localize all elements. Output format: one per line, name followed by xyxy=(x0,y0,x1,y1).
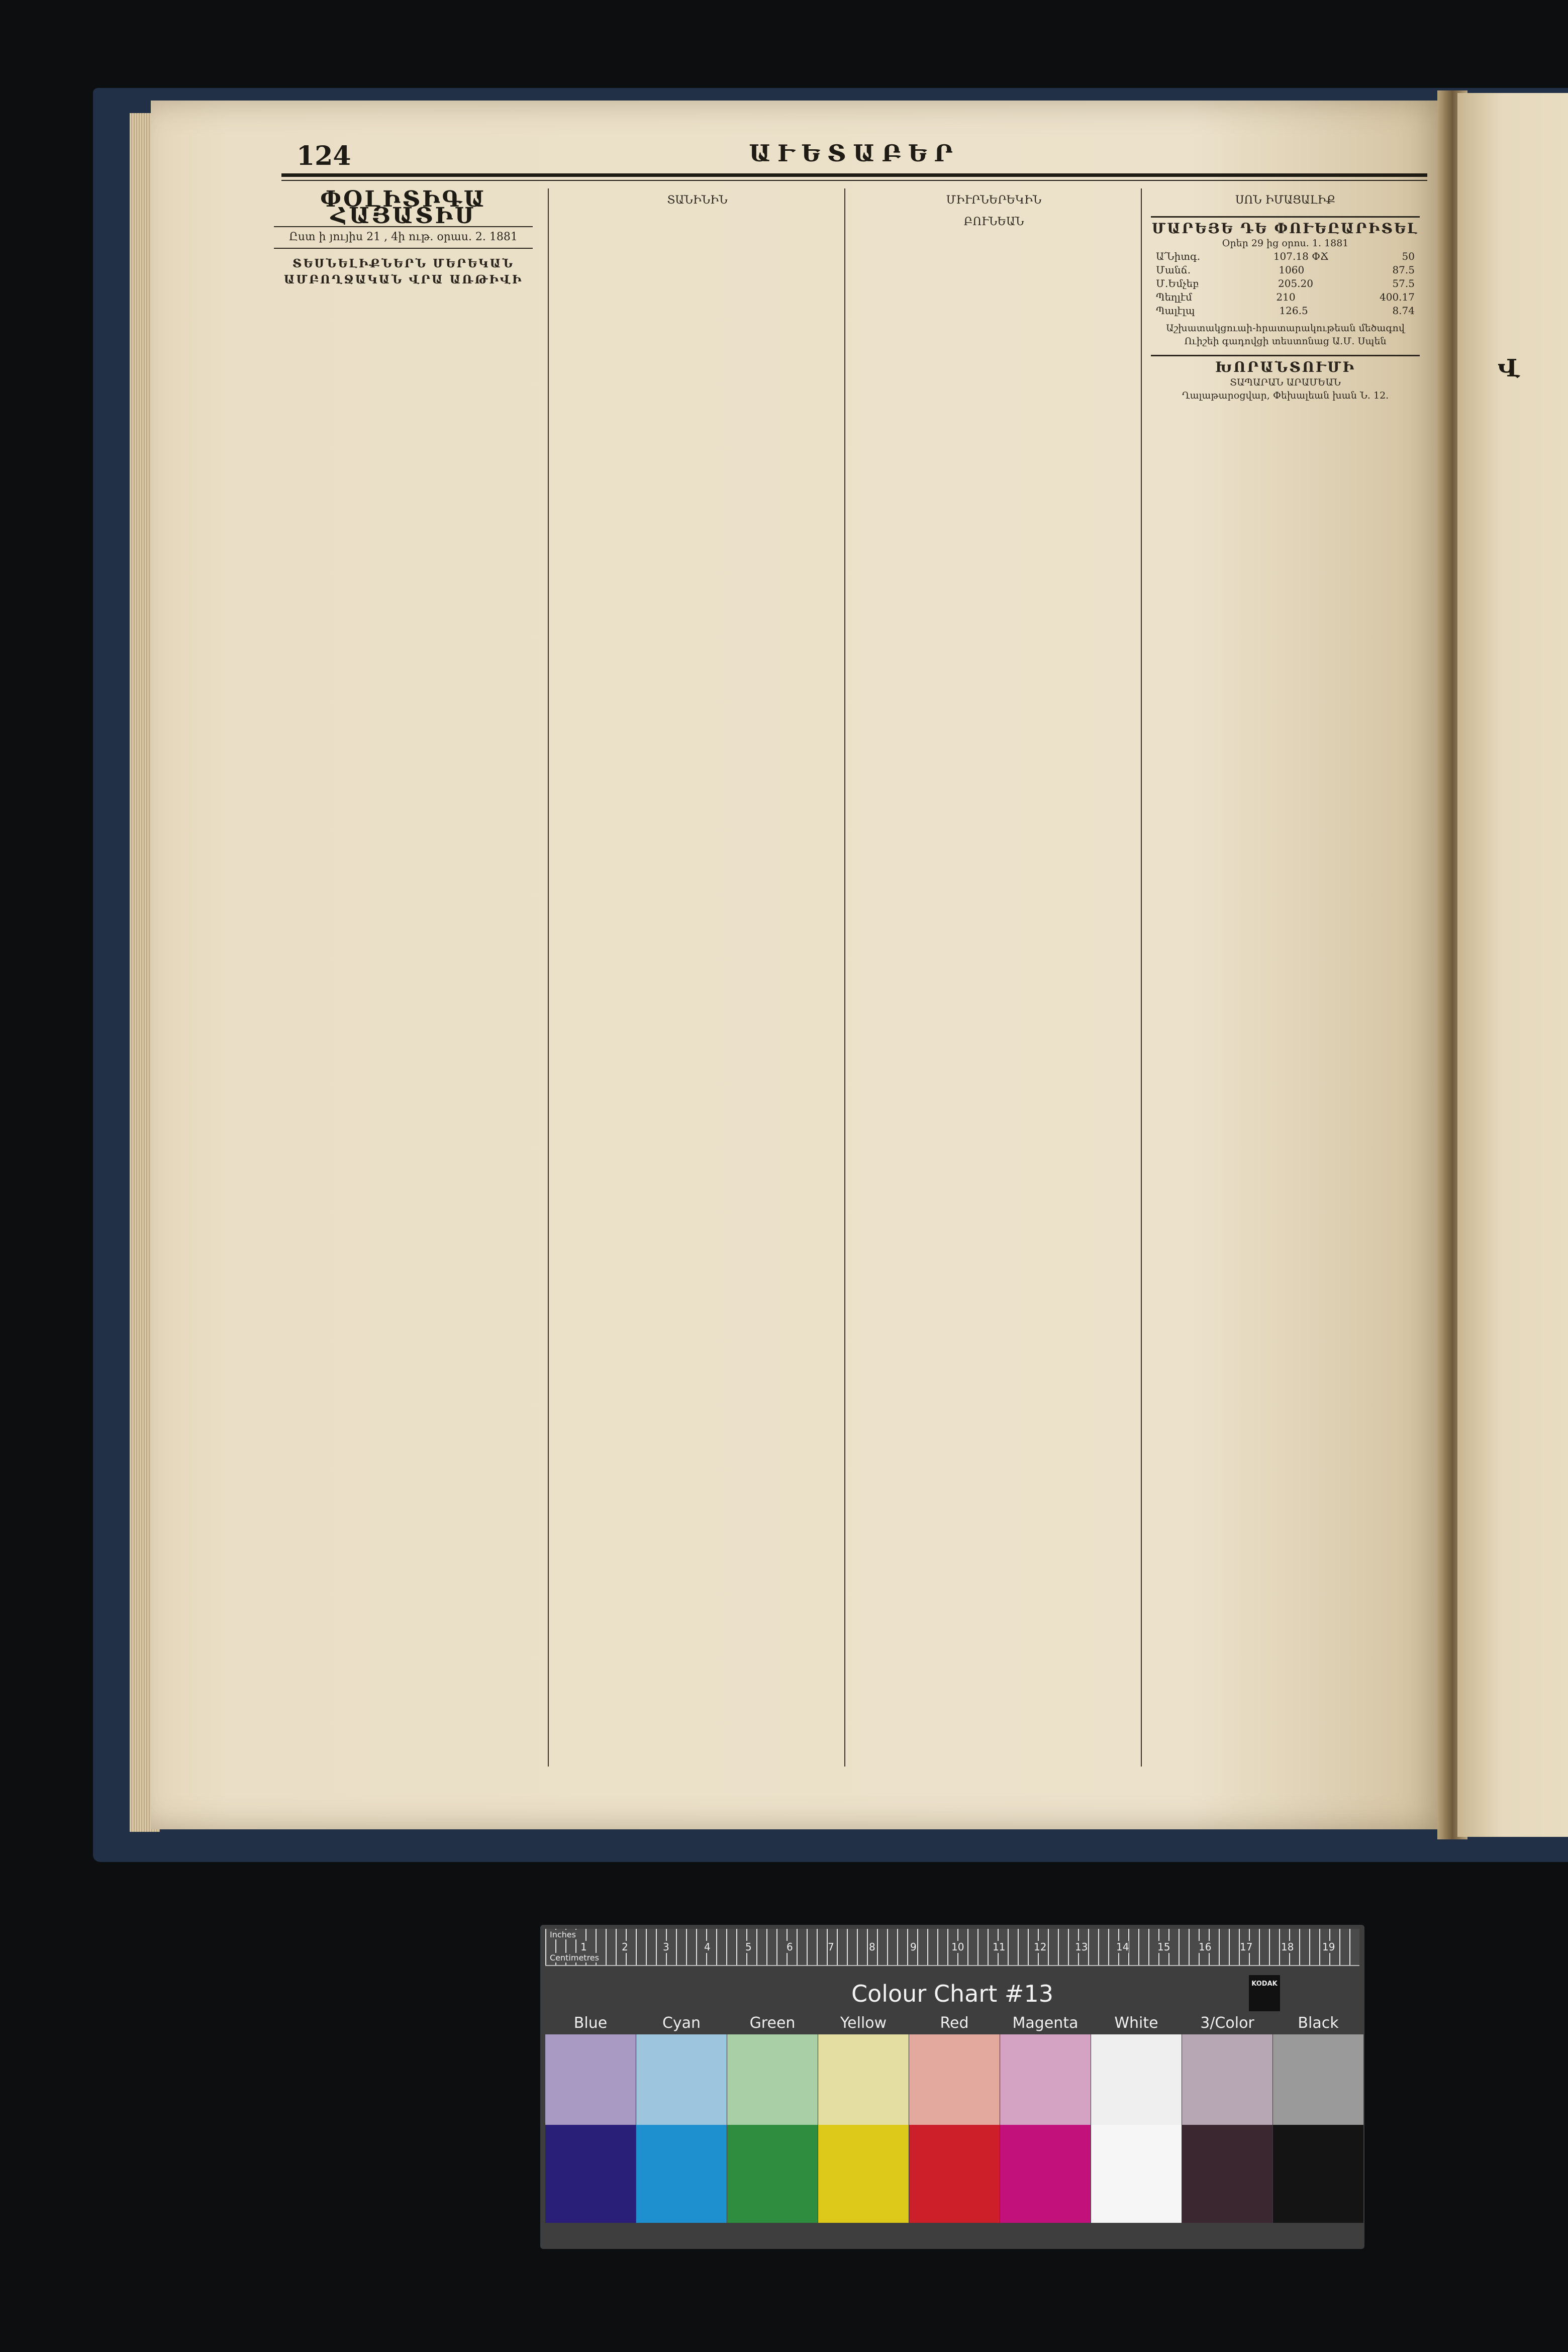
swatch-label: Yellow xyxy=(840,2014,887,2032)
swatch-dark xyxy=(818,2125,909,2223)
ruler-label-cm: Centimetres xyxy=(548,1953,601,1963)
swatch-light xyxy=(1000,2034,1091,2125)
swatch-dark xyxy=(727,2125,818,2223)
ruler-number: 19 xyxy=(1322,1941,1335,1953)
ruler-number: 4 xyxy=(704,1941,711,1953)
swatch-dark xyxy=(1091,2125,1182,2223)
masthead: ՓՕԼԻՏԻԳԱ ՀԱՅԱՏԻՍ xyxy=(320,188,487,229)
swatch-light xyxy=(1182,2034,1272,2125)
ruler-number: 2 xyxy=(622,1941,628,1953)
market-row: Ա՛Նիտգ. 107.18 ՓՃ 50 xyxy=(1156,250,1415,262)
printer-line: ՏԱՊԱՐԱՆ ԱՐԱՄԵԱՆ xyxy=(1230,376,1341,388)
dateline: Ըստ ի յույիս 21 , 4ի ութ. օրաս. 2. 1881 xyxy=(274,226,533,249)
market-note: Աշխատակցուաի-հրատարակութեան մեծագով Ուիշեի գադովցի տեստոնաց Ա.Մ. Սպեն xyxy=(1166,323,1405,347)
swatch-light xyxy=(636,2034,727,2125)
swatch-dark xyxy=(1182,2125,1272,2223)
swatch-light xyxy=(727,2034,818,2125)
market-row: Մանճ. 1060 87.5 xyxy=(1156,264,1415,276)
swatch-dark xyxy=(1000,2125,1091,2223)
column-rule xyxy=(1141,188,1142,1767)
swatch-light xyxy=(1273,2034,1363,2125)
swatch-light xyxy=(545,2034,636,2125)
column-rule xyxy=(844,188,845,1767)
market-row: Մ.Եմչեբ 205.20 57.5 xyxy=(1156,277,1415,289)
swatch-labels xyxy=(540,2014,1364,2034)
measuring-ruler xyxy=(545,1929,1359,1966)
market-title: ՄԱՐԵՅԵ ԴԵ ՓՈՒԵԸԱՐԻՏԵԼ xyxy=(1151,216,1420,237)
swatch-label: 3/Color xyxy=(1200,2014,1254,2032)
swatch-label: Magenta xyxy=(1012,2014,1079,2032)
ruler-number: 12 xyxy=(1034,1941,1047,1953)
running-title: ԱՒԵՏԱԲԵՐ xyxy=(749,140,960,167)
page-number: 124 xyxy=(297,141,351,171)
section-heading-mid: ՄԻՒՐՆԵՐԵԿԻՆ xyxy=(946,194,1042,207)
column-1 xyxy=(274,188,533,1807)
swatch-dark xyxy=(1273,2125,1363,2223)
swatch-light xyxy=(818,2034,909,2125)
ruler-label-inches: Inches xyxy=(548,1930,577,1939)
ruler-number: 8 xyxy=(869,1941,875,1953)
ruler-number: 18 xyxy=(1281,1941,1294,1953)
ruler-number: 13 xyxy=(1075,1941,1088,1953)
ruler-number: 7 xyxy=(828,1941,834,1953)
swatch-label: Black xyxy=(1298,2014,1339,2032)
chart-logo: KODAK xyxy=(1249,1975,1280,2011)
running-head xyxy=(281,136,1427,176)
head-rule xyxy=(281,173,1427,177)
ruler-number: 11 xyxy=(993,1941,1006,1953)
swatch-dark xyxy=(636,2125,727,2223)
column-4 xyxy=(1151,188,1420,1807)
market-row: Պալէլպ 126.5 8.74 xyxy=(1156,305,1415,317)
facing-page-letter: Վ xyxy=(1498,354,1520,382)
column-rule xyxy=(548,188,549,1767)
market-subtitle: Օրեր 29 ից օրոս. 1. 1881 xyxy=(1222,238,1349,249)
section-heading-col4: ՍՈՆ ԻՄԱՑԱԼԻՔ xyxy=(1235,194,1336,207)
column-2 xyxy=(558,188,837,1807)
swatch-light xyxy=(909,2034,1000,2125)
ruler-number: 15 xyxy=(1157,1941,1170,1953)
column-3 xyxy=(854,188,1133,1807)
ruler-number: 14 xyxy=(1116,1941,1129,1953)
swatch-dark xyxy=(545,2125,636,2223)
swatch-label: Blue xyxy=(573,2014,608,2032)
swatch-label: White xyxy=(1114,2014,1158,2032)
colour-chart xyxy=(540,1925,1364,2249)
swatch-label: Green xyxy=(749,2014,796,2032)
ruler-number: 5 xyxy=(745,1941,752,1953)
section-heading-news: ՏԱՆԻՆԻՆ xyxy=(667,194,728,207)
market-row: Պեղլէմ 210 400.17 xyxy=(1156,291,1415,303)
swatch-label: Red xyxy=(940,2014,969,2032)
facing-page-fragment xyxy=(1457,93,1568,1837)
ruler-number: 9 xyxy=(910,1941,917,1953)
printer-name: ԽՈՐԱՆՏՈՒՄԻ xyxy=(1151,355,1420,376)
ruler-number: 16 xyxy=(1199,1941,1212,1953)
swatch-label: Cyan xyxy=(662,2014,701,2032)
ruler-number: 6 xyxy=(787,1941,793,1953)
ruler-number: 17 xyxy=(1240,1941,1253,1953)
section-heading: ՏԵՍՆԵԼԻՔՆԵՐՆ ՄԵՐԵԿԱՆ ԱՄԲՈՂՋԱԿԱՆ ՎՐԱ ԱՌԹԻՎԻ xyxy=(283,256,523,286)
section-heading-end: ԲՈՒՆԵԱՆ xyxy=(963,215,1024,228)
printer-address: Ղալաթարօցվար, Փեխալեան խան Ն. 12. xyxy=(1182,389,1389,401)
swatch-light xyxy=(1091,2034,1182,2125)
market-table xyxy=(1151,250,1420,318)
swatch-dark xyxy=(909,2125,1000,2223)
ruler-number: 3 xyxy=(663,1941,669,1953)
ruler-number: 10 xyxy=(951,1941,964,1953)
ruler-number: 1 xyxy=(580,1941,587,1953)
head-rule-thin xyxy=(281,180,1427,181)
colour-chart-title: Colour Chart #13 xyxy=(851,1980,1053,2007)
